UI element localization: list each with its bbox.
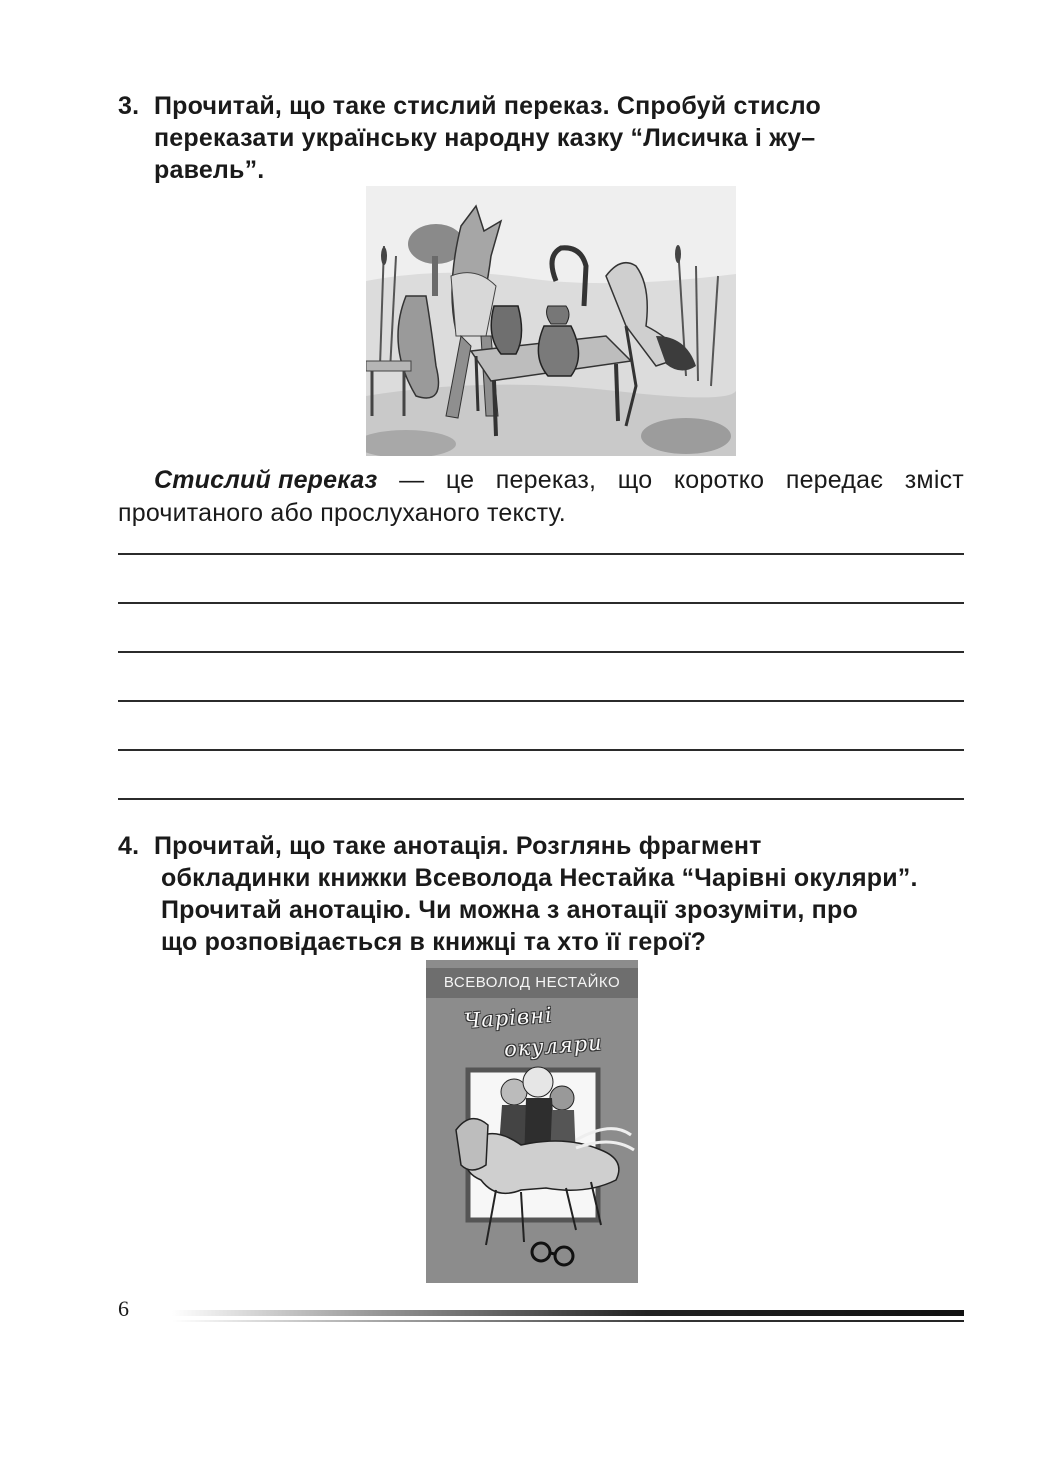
writing-line[interactable]	[118, 700, 964, 702]
definition-word: —	[399, 466, 425, 494]
task-4-line: Прочитай, що таке анотація. Розглянь фрагмент	[154, 832, 762, 860]
writing-line[interactable]	[118, 749, 964, 751]
task-3	[118, 90, 918, 186]
task-3-number: 3.	[118, 92, 140, 120]
definition-word: переказ,	[495, 466, 597, 494]
task-3-line: Прочитай, що таке стислий переказ. Спробуй стисло	[154, 92, 821, 120]
task-3-line: переказати українську народну казку “Лисичка і жу–	[154, 124, 816, 152]
definition-word: зміст	[904, 466, 964, 494]
writing-line[interactable]	[118, 651, 964, 653]
page-number: 6	[118, 1296, 129, 1321]
task-3-line: равель”.	[154, 156, 265, 184]
definition-term: Стислий переказ	[154, 466, 378, 494]
fox-and-crane-illustration	[366, 186, 736, 456]
task-4-number: 4.	[118, 832, 140, 860]
task-4-line: обкладинки книжки Всеволода Нестайка “Чарівні окуляри”.	[161, 864, 918, 892]
cover-author: ВСЕВОЛОД НЕСТАЙКО	[426, 968, 638, 998]
cover-title-line-1: Чарівні	[463, 1002, 554, 1034]
definition-word: коротко	[673, 466, 765, 494]
book-cover-image	[426, 960, 638, 1283]
task-4	[118, 830, 918, 958]
task-4-line: що розповідається в книжці та хто її герої?	[161, 928, 707, 956]
writing-line[interactable]	[118, 602, 964, 604]
definition-line-1	[118, 464, 964, 497]
definition-word: що	[617, 466, 653, 494]
definition-line-2: прочитаного або прослуханого тексту.	[118, 499, 566, 527]
footer-rule	[172, 1310, 964, 1324]
writing-line[interactable]	[118, 553, 964, 555]
definition-word: передає	[785, 466, 884, 494]
task-4-line: Прочитай анотацію. Чи можна з анотації зрозуміти, про	[161, 896, 858, 924]
cover-title-line-2: окуляри	[503, 1030, 604, 1062]
answer-writing-lines	[118, 553, 964, 847]
writing-line[interactable]	[118, 798, 964, 800]
footer-rule-thin	[172, 1320, 964, 1322]
definition-paragraph	[118, 464, 964, 530]
footer-rule-thick	[172, 1310, 964, 1316]
definition-word: це	[445, 466, 475, 494]
